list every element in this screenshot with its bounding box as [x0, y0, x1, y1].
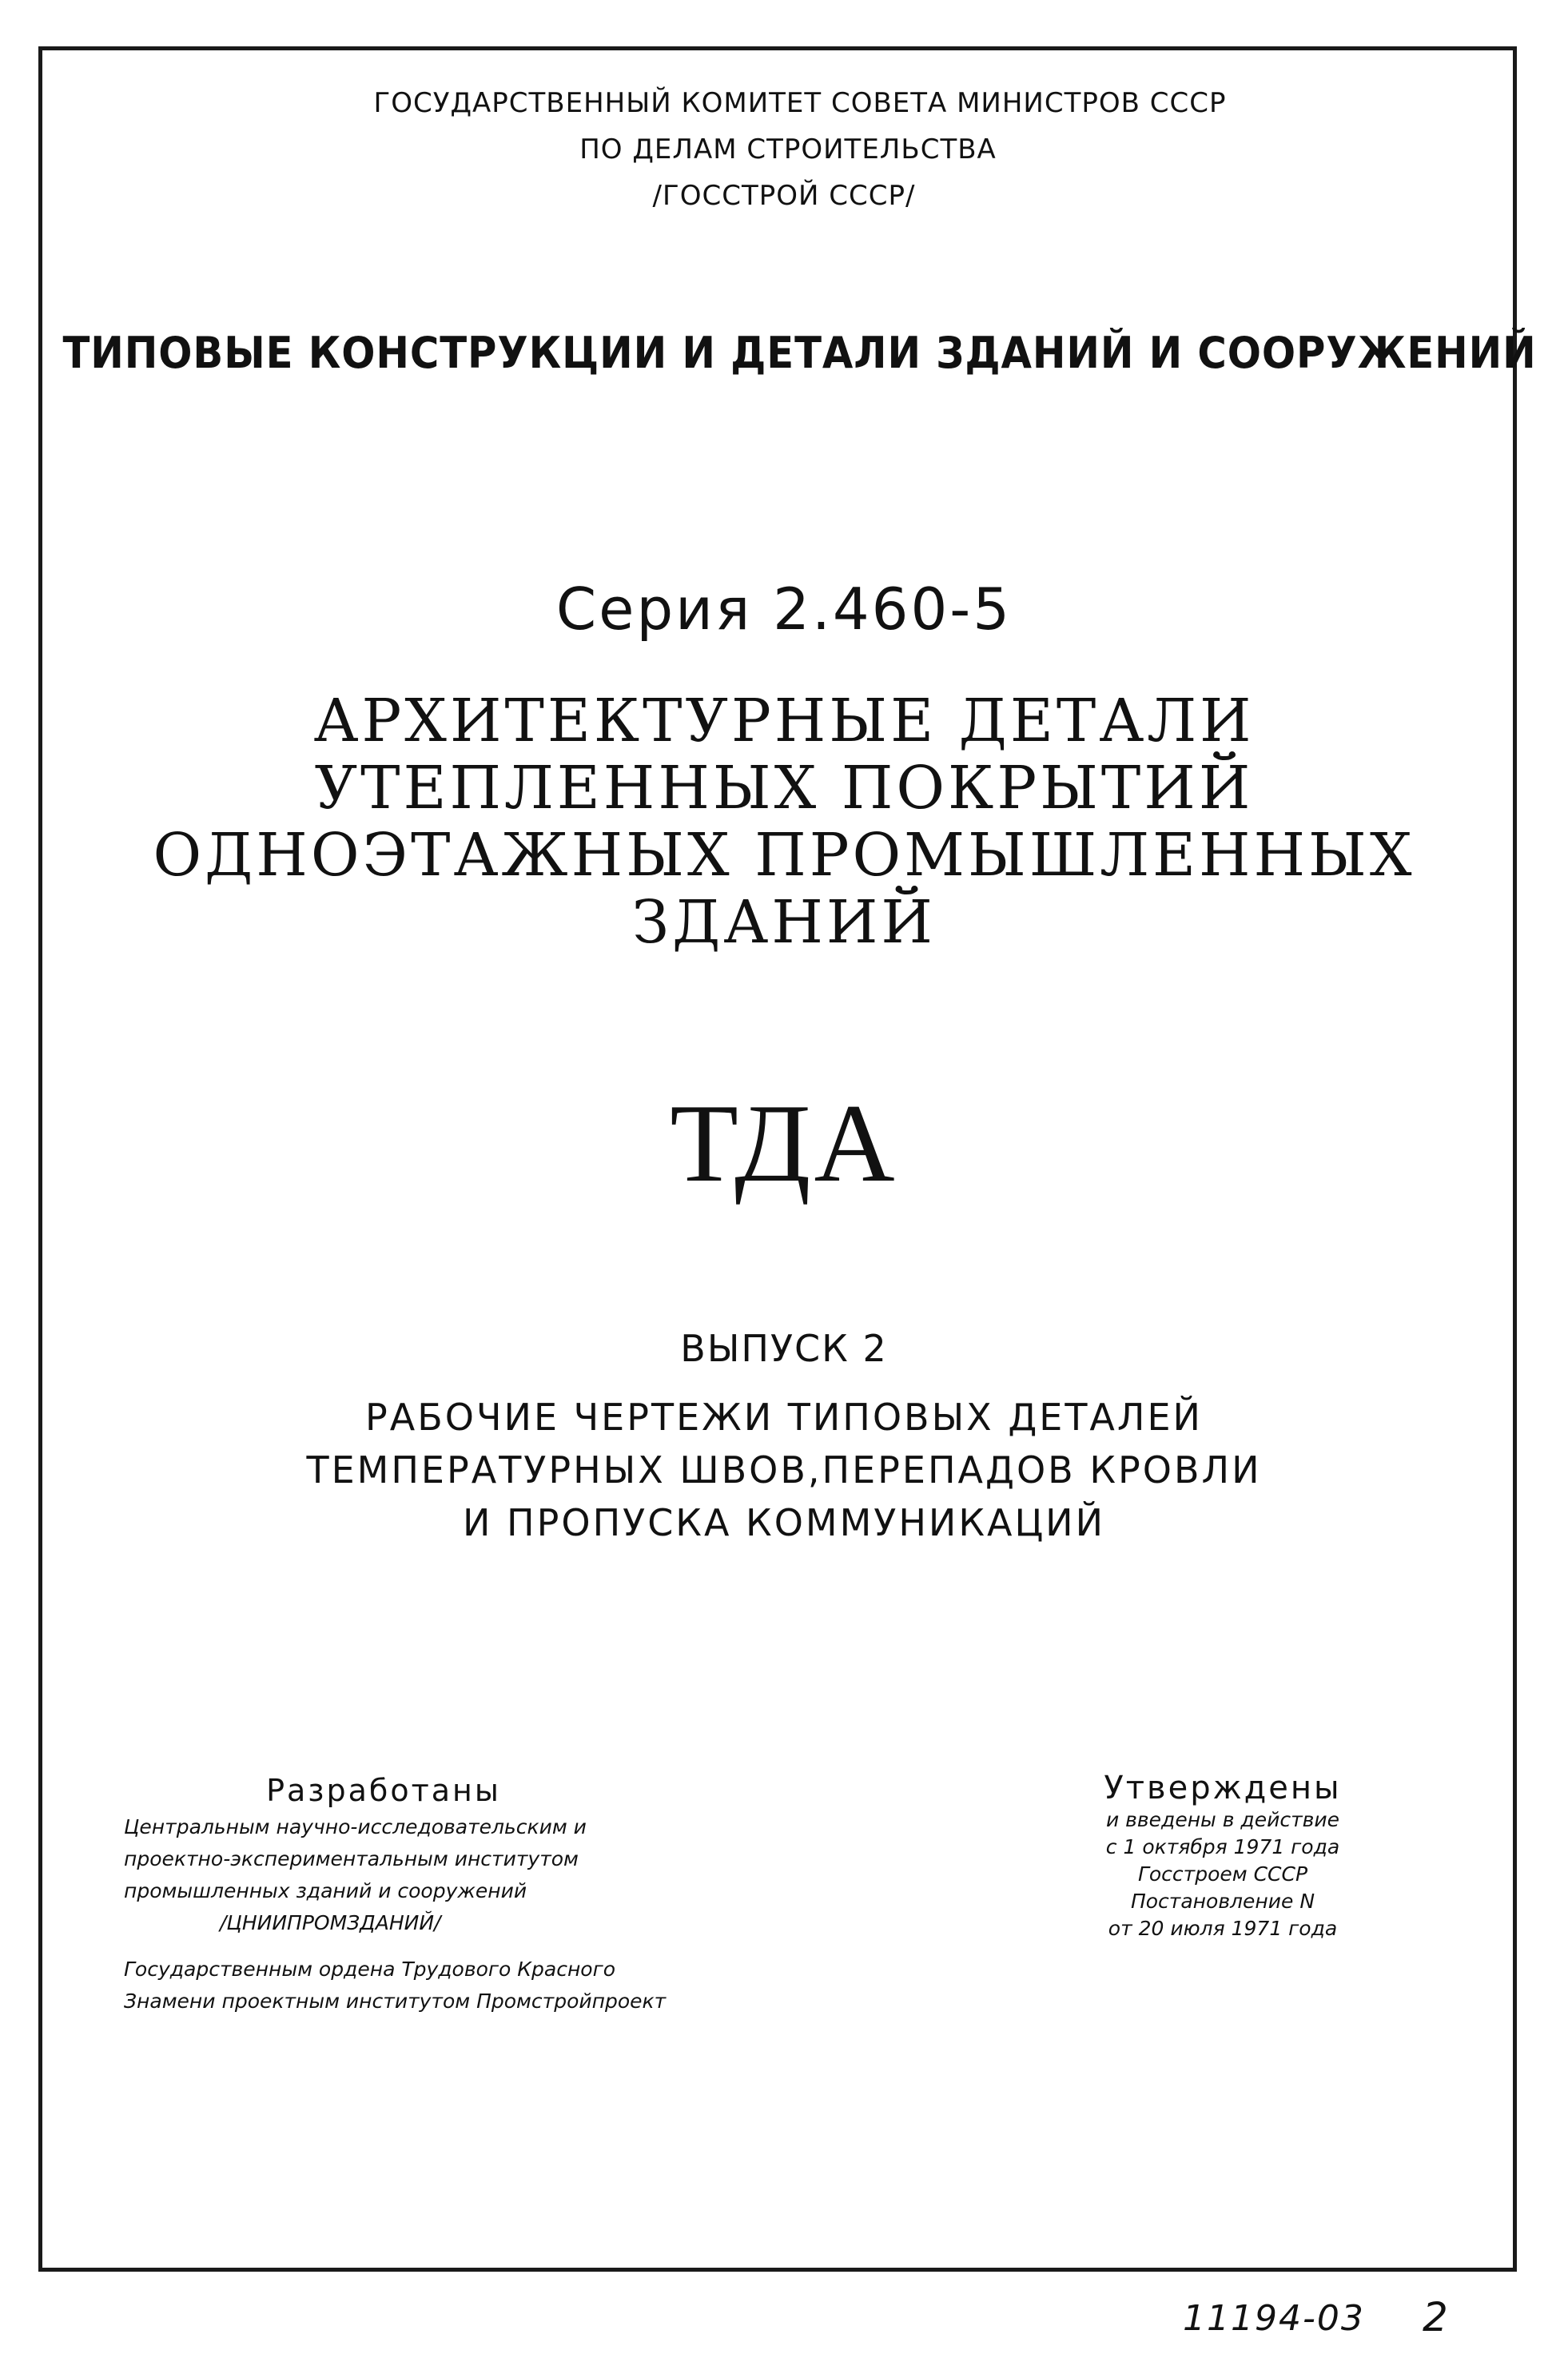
approved-line-2: с 1 октября 1971 года	[1105, 1835, 1340, 1858]
developed-line-5: Государственным ордена Трудового Красного	[124, 1958, 616, 1981]
series-label: Серия 2.460-5	[555, 576, 1013, 643]
developed-line-3: промышленных зданий и сооружений	[124, 1879, 527, 1902]
developed-line-1: Центральным научно-исследовательским и	[124, 1815, 587, 1838]
developed-heading: Разработаны	[266, 1773, 501, 1808]
title-line-3: ОДНОЭТАЖНЫХ ПРОМЫШЛЕННЫХ	[153, 821, 1415, 890]
developed-line-2: проектно-экспериментальным институтом	[124, 1847, 579, 1870]
approved-line-1: и введены в действие	[1105, 1808, 1339, 1831]
title-line-1: АРХИТЕКТУРНЫЕ ДЕТАЛИ	[313, 687, 1255, 755]
agency-line-3: /ГОССТРОЙ СССР/	[652, 180, 916, 212]
agency-line-1: ГОСУДАРСТВЕННЫЙ КОМИТЕТ СОВЕТА МИНИСТРОВ СССР	[373, 87, 1227, 119]
issue-label: ВЫПУСК 2	[680, 1327, 888, 1370]
document-code: ТДА	[670, 1081, 898, 1205]
approved-block	[1039, 1770, 1407, 1942]
description-line-1: РАБОЧИЕ ЧЕРТЕЖИ ТИПОВЫХ ДЕТАЛЕЙ	[365, 1396, 1203, 1439]
title-line-4: ЗДАНИЙ	[632, 888, 936, 957]
approved-line-5: от 20 июля 1971 года	[1108, 1917, 1338, 1940]
collection-heading: ТИПОВЫЕ КОНСТРУКЦИИ И ДЕТАЛИ ЗДАНИЙ И СООРУЖЕНИЙ	[62, 328, 1537, 378]
description-line-3: И ПРОПУСКА КОММУНИКАЦИЙ	[463, 1501, 1105, 1544]
document-title	[0, 687, 1568, 956]
spacer	[124, 1939, 779, 1954]
issue-description	[0, 1391, 1568, 1549]
approved-line-4: Постановление N	[1130, 1890, 1315, 1913]
agency-header	[0, 80, 1568, 219]
developed-line-4: /ЦНИИПРОМЗДАНИЙ/	[220, 1911, 441, 1934]
approved-line-3: Госстроем СССР	[1137, 1862, 1308, 1886]
archive-code: 11194-03	[1183, 2298, 1365, 2339]
approved-heading: Утверждены	[1104, 1770, 1342, 1806]
title-line-2: УТЕПЛЕННЫХ ПОКРЫТИЙ	[314, 754, 1254, 823]
page-number: 2	[1423, 2294, 1448, 2340]
description-line-2: ТЕМПЕРАТУРНЫХ ШВОВ,ПЕРЕПАДОВ КРОВЛИ	[306, 1448, 1262, 1492]
agency-line-2: ПО ДЕЛАМ СТРОИТЕЛЬСТВА	[579, 133, 997, 165]
developed-line-6: Знамени проектным институтом Промстройпроект	[124, 1990, 667, 2013]
developed-by-block	[124, 1775, 779, 2017]
